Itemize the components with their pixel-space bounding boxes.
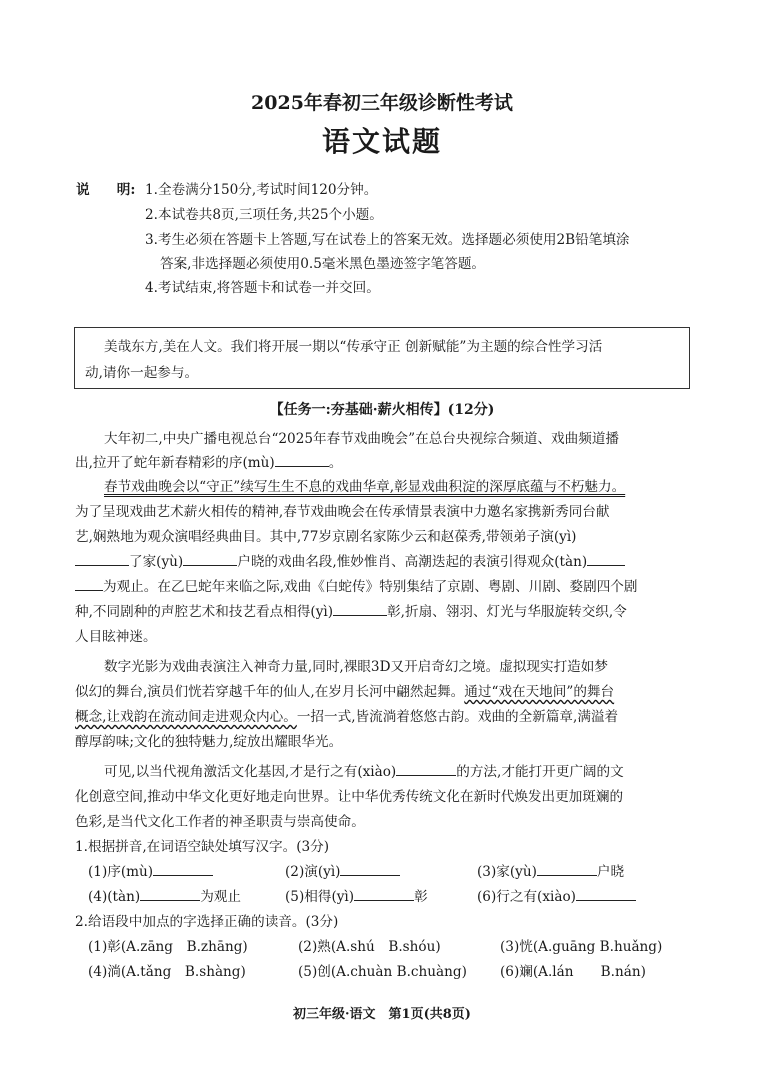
blank-6 [396,761,456,776]
passage-p2-line3: 艺,娴熟地为观众演唱经典曲目。其中,77岁京剧名家陈少云和赵葆秀,带领弟子演(yì) [75,529,577,545]
blank-1 [275,452,329,467]
passage-p3-line4: 醇厚韵味;文化的独特魅力,绽放出耀眼华光。 [75,734,343,750]
passage-p2-line6 [75,600,627,624]
passage-p4-line1 [104,760,624,784]
p2-l5: 为观止。在乙巳蛇年来临之际,戏曲《白蛇传》特别集结了京剧、粤剧、川剧、婺剧四个剧 [103,579,638,595]
q1-item-3-after: 户晓 [596,864,625,880]
blank-4-cont [75,576,103,591]
task1-title: 【任务一:夯基础·薪火相传】(12分) [269,402,495,418]
q1-item-4 [88,885,241,909]
q1-blank-6 [576,886,636,901]
p3-l2: 似幻的舞台,演员们恍若穿越千年的仙人,在岁月长河中翩然起舞。 [75,684,465,700]
p1-text: 出,拉开了蛇年新春精彩的序(mù) [75,455,275,471]
q2-stem: 2.给语段中加点的字选择正确的读音。(3分) [75,914,339,930]
p4-l1a: 可见,以当代视角激活文化基因,才是行之有(xiào) [104,764,397,780]
q1-item-5 [285,885,428,909]
passage-p3-line3 [75,705,618,729]
passage-p1-line1: 大年初二,中央广播电视总台“2025年春节戏曲晚会”在总台央视综合频道、戏曲频道播 [104,431,620,447]
blank-2 [75,551,129,566]
q2-item-2: (2)熟(A.shú B.shóu) [298,939,441,955]
note-item-3-cont: 答案,非选择题必须使用0.5毫米黑色墨迹签字笔答题。 [160,256,486,272]
subject-title: 语文试题 [321,125,442,158]
p2-l4a: 了家(yù) [129,554,184,570]
blank-4 [587,551,625,566]
q1-item-4-after: 为观止 [200,889,241,905]
q1-item-1 [88,860,213,884]
blank-5 [333,601,387,616]
q1-item-2 [285,860,400,884]
q1-item-3 [477,860,624,884]
passage-p2-line1 [104,475,625,499]
double-underlined-sentence: 春节戏曲晚会以“守正”续写生生不息的戏曲华章,彰显戏曲积淀的深厚底蕴与不朽魅力。 [104,479,626,495]
passage-p2-line2: 为了呈现戏曲艺术薪火相传的精神,春节戏曲晚会在传承情景表演中力邀名家携新秀同台献 [75,504,610,520]
note-item-2: 2.本试卷共8页,三项任务,共25个小题。 [145,207,383,223]
q1-blank-2 [340,861,400,876]
q1-blank-5 [354,886,414,901]
notes-label: 说 明: [76,182,136,198]
passage-p2-line7: 人目眩神迷。 [75,629,157,645]
passage-p2-line4 [75,550,625,574]
passage-p3-line2 [75,680,614,704]
q2-item-4: (4)淌(A.tǎng B.shàng) [88,964,246,980]
q1-item-4-label: (4)(tàn) [88,889,141,905]
intro-line-1: 美哉东方,美在人文。我们将开展一期以“传承守正 创新赋能”为主题的综合性学习活 [104,339,603,355]
q1-item-5-label: (5)相得(yì) [285,889,355,905]
q1-item-6 [477,885,636,909]
q2-item-6: (6)斓(A.lán B.nán) [500,964,646,980]
wavy-underlined-sentence-a: 通过“戏在天地间”的舞台 [464,684,615,700]
p1-end: 。 [328,455,343,471]
p2-l6: 种,不同剧种的声腔艺术和技艺看点相得(yì) [75,604,334,620]
exam-title: 2025年春初三年级诊断性考试 [251,92,513,114]
wavy-underlined-sentence-b: 概念,让戏韵在流动间走进观众内心。 [75,709,297,725]
q1-blank-1 [153,861,213,876]
q2-item-1: (1)彰(A.zāng B.zhāng) [88,939,248,955]
page-footer: 初三年级·语文 第1页(共8页) [293,1007,471,1022]
note-item-3: 3.考生必须在答题卡上答题,写在试卷上的答案无效。选择题必须使用2B铅笔填涂 [145,232,630,248]
q1-item-5-after: 彰 [414,889,428,905]
q1-blank-3 [537,861,597,876]
q1-blank-4 [140,886,200,901]
q1-item-2-label: (2)演(yì) [285,864,341,880]
q2-item-3: (3)恍(A.guāng B.huǎng) [500,939,663,955]
blank-3 [183,551,237,566]
q2-item-5: (5)创(A.chuàn B.chuàng) [298,964,467,980]
q1-item-6-label: (6)行之有(xiào) [477,889,576,905]
q1-item-1-label: (1)序(mù) [88,864,154,880]
intro-line-2: 动,请你一起参与。 [85,365,199,381]
passage-p4-line2: 化创意空间,推动中华文化更好地走向世界。让中华优秀传统文化在新时代焕发出更加斑斓的 [75,789,624,805]
p2-l4b: 户晓的戏曲名段,惟妙惟肖、高潮迭起的表演引得观众(tàn) [237,554,588,570]
passage-p2-line5 [75,575,637,599]
p2-l6b: 彰,折扇、翎羽、灯光与华服旋转交织,令 [387,604,627,620]
q1-item-3-label: (3)家(yù) [477,864,537,880]
p3-l3: 一招一式,皆流淌着悠悠古韵。戏曲的全新篇章,满溢着 [296,709,619,725]
q1-stem: 1.根据拼音,在词语空缺处填写汉字。(3分) [75,839,330,855]
p4-l1b: 的方法,才能打开更广阔的文 [456,764,624,780]
passage-p1-line2 [75,451,342,475]
passage-p4-line3: 色彩,是当代文化工作者的神圣职责与崇高使命。 [75,814,365,830]
note-item-4: 4.考试结束,将答题卡和试卷一并交回。 [145,280,380,296]
passage-p3-line1: 数字光影为戏曲表演注入神奇力量,同时,裸眼3D又开启奇幻之境。虚拟现实打造如梦 [104,659,608,675]
note-item-1: 1.全卷满分150分,考试时间120分钟。 [145,182,378,198]
